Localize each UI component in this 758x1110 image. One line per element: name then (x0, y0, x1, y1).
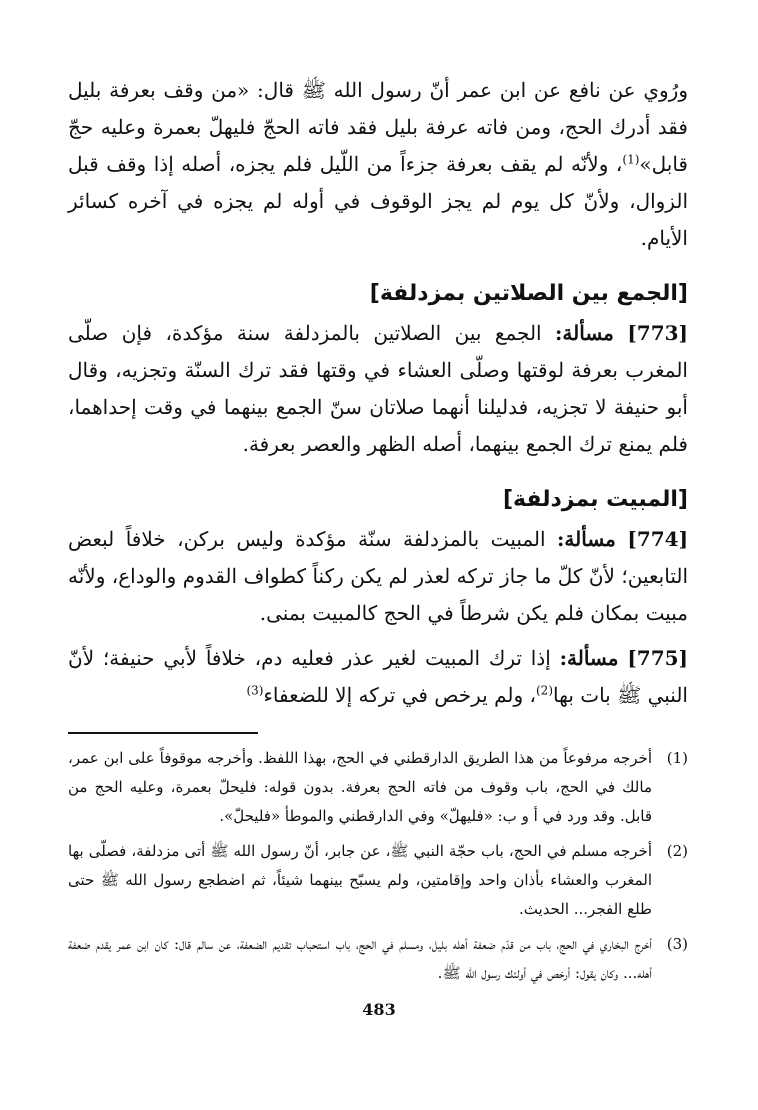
footnote-number: (3) (666, 935, 688, 953)
footnote-separator (68, 732, 258, 734)
footnotes (68, 744, 688, 988)
issue-774-paragraph (68, 521, 688, 632)
intro-text-b: ، ولأنّه لم يقف بعرفة جزءاً من اللّيل فلم يجزه، أصله إذا وقف قبل الزوال، ولأنّ كل يوم لم يجز الوقوف في أوله لم يجزه في آخره كسائر الأيام. (68, 152, 688, 250)
issue-775-text-b: ، ولم يرخص في تركه إلا للضعفاء (263, 683, 536, 707)
issue-775-text-a: إذا ترك المبيت لغير عذر فعليه دم، خلافاً لأبي حنيفة؛ لأنّ النبي ﷺ بات بها (68, 646, 688, 707)
footnote-1 (68, 744, 688, 831)
section-heading-combining-prayers: [الجمع بين الصلاتين بمزدلفة] (369, 281, 688, 306)
footnote-ref-2[interactable]: (2) (535, 683, 553, 698)
footnote-text: أخرجه مرفوعاً من هذا الطريق الدارقطني في الحج، بهذا اللفظ. وأخرجه موقوفاً على ابن عمر، مالك في الحج، باب وقوف من فاته الحج بعرفة. بدون قوله: فليحلّ بعمرة، وعليه الحج من قابل. وقد ورد في أ و ب: «فليهلّ» وفي الدارقطني والموطأ «فليحلّ». (68, 749, 652, 825)
section-heading-overnight-muzdalifa: [المبيت بمزدلفة] (503, 487, 688, 512)
footnote-text: أخرجه مسلم في الحج، باب حجّة النبي ﷺ، عن جابر، أنّ رسول الله ﷺ أتى مزدلفة، فصلّى بها المغرب والعشاء بأذان واحد وإقامتين، ولم يسبّح بينهما شيئاً، ثم اضطجع رسول الله ﷺ حتى طلع الفجر... الحديث. (68, 842, 652, 918)
issue-label: مسألة: (559, 646, 619, 670)
book-page (68, 70, 688, 1050)
footnote-3 (68, 930, 688, 988)
issue-label: مسألة: (555, 321, 614, 345)
footnote-text: أخرج البخاري في الحج، باب من قدّم ضعفة أهله بليل، ومسلم في الحج، باب استحباب تقديم الضعفة، عن سالم قال: كان ابن عمر يقدم ضعفة أهله... وكان يقول: أرخص في أولئك رسول الله ﷺ. (68, 935, 652, 982)
issue-label: مسألة: (557, 527, 616, 551)
page-number: 483 (362, 1000, 396, 1019)
issue-774-text: المبيت بالمزدلفة سنّة مؤكدة وليس بركن، خلافاً لبعض التابعين؛ لأنّ كلّ ما جاز تركه لعذر لم يكن ركناً كطواف القدوم والوداع، ولأنّه مبيت بمكان فلم يكن شرطاً في الحج كالمبيت بمنى. (68, 527, 688, 625)
footnote-number: (1) (666, 749, 688, 767)
footnote-ref-1[interactable]: (1) (622, 152, 640, 167)
intro-paragraph (68, 72, 688, 257)
footnote-number: (2) (666, 842, 688, 860)
issue-775-paragraph (68, 640, 688, 714)
intro-text-a: ورُوي عن نافع عن ابن عمر أنّ رسول الله ﷺ قال: «من وقف بعرفة بليل فقد أدرك الحج، ومن فاته عرفة بليل فقد فاته الحجّ فليهلّ بعمرة وعليه حجّ قابل» (68, 78, 688, 176)
footnote-2 (68, 837, 688, 924)
footnote-ref-3[interactable]: (3) (246, 683, 264, 698)
issue-number: [774] (627, 527, 689, 551)
issue-773-text: الجمع بين الصلاتين بالمزدلفة سنة مؤكدة، فإن صلّى المغرب بعرفة لوقتها وصلّى العشاء في وقتها فقد ترك السنّة وتجزيه، وقال أبو حنيفة لا تجزيه، فدليلنا أنهما صلاتان سنّ الجمع بينهما في وقت إحداهما، فلم يمنع ترك الجمع بينهما، أصله الظهر والعصر بعرفة. (68, 321, 688, 456)
issue-773-paragraph (68, 315, 688, 463)
issue-number: [773] (627, 321, 688, 345)
issue-number: [775] (627, 646, 689, 670)
